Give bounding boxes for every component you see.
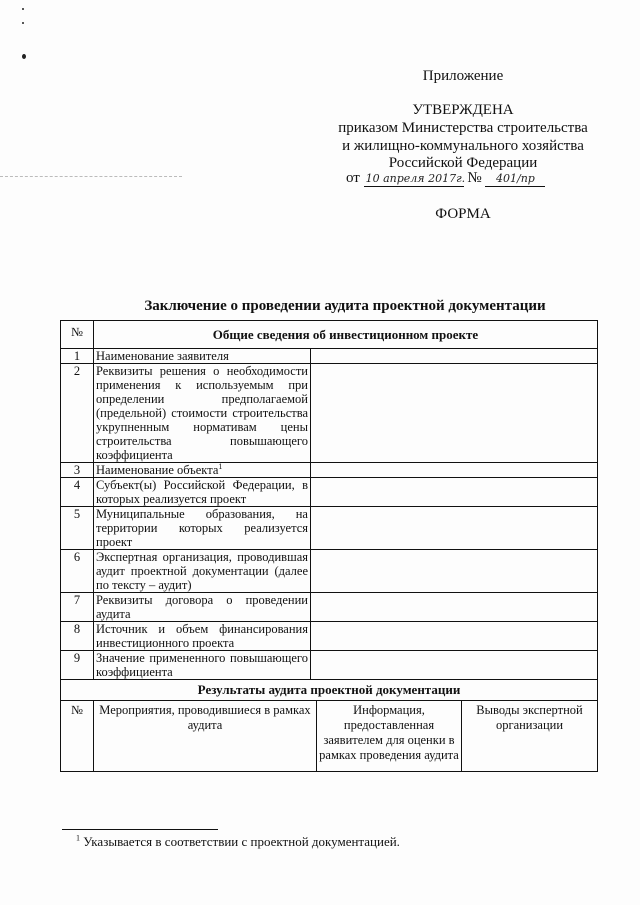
date-prefix: от — [346, 170, 360, 186]
table-row — [61, 651, 598, 680]
row-label: Экспертная организация, проводившая аудит проектной документации (далее по тексту – аудит) — [94, 550, 311, 593]
footnote-separator — [62, 829, 218, 830]
results-conclusions-header: Выводы экспертной организации — [476, 703, 583, 732]
row-value-cell[interactable] — [311, 507, 598, 550]
scan-speck — [22, 22, 24, 24]
form-label: ФОРМА — [435, 206, 491, 222]
row-label: Реквизиты договора о проведении аудита — [94, 593, 311, 622]
row-label: Субъект(ы) Российской Федерации, в которых реализуется проект — [94, 478, 311, 507]
table-row — [61, 364, 598, 463]
section1-title: Общие сведения об инвестиционном проекте — [94, 321, 598, 349]
row-label: Источник и объем финансирования инвестиционного проекта — [94, 622, 311, 651]
number-prefix: № — [467, 170, 482, 186]
approved-label: УТВЕРЖДЕНА — [412, 102, 514, 118]
row-number: 1 — [61, 349, 94, 364]
footnote — [76, 834, 400, 850]
row-label: Реквизиты решения о необходимости применения к используемым при определении предполагаемой (предельной) стоимости строительства укрупненным нормативам цены строительства повышающего коэффициента — [94, 364, 311, 463]
row-value-cell[interactable] — [311, 593, 598, 622]
footnote-mark: 1 — [76, 833, 80, 843]
row-number: 3 — [61, 463, 94, 478]
row-value-cell[interactable] — [311, 622, 598, 651]
results-container — [61, 701, 598, 772]
results-num-header: № — [61, 701, 94, 771]
table-row — [61, 507, 598, 550]
row-number: 2 — [61, 364, 94, 463]
table-row — [61, 349, 598, 364]
document-title: Заключение о проведении аудита проектной документации — [144, 298, 546, 314]
row-label-cell — [94, 463, 311, 478]
footnote-text: Указывается в соответствии с проектной документацией. — [83, 834, 400, 849]
section2-header-row — [61, 680, 598, 701]
handwritten-number: 401/пр — [485, 172, 545, 187]
row-value-cell[interactable] — [311, 478, 598, 507]
results-table — [61, 701, 598, 772]
row-number: 9 — [61, 651, 94, 680]
row-label: Муниципальные образования, на территории которых реализуется проект — [94, 507, 311, 550]
row-value-cell[interactable] — [311, 651, 598, 680]
row-number: 4 — [61, 478, 94, 507]
handwritten-date: 10 апреля 2017г. — [365, 172, 466, 185]
results-info-header: Информация, предоставленная заявителем для оценки в рамках проведения аудита — [317, 701, 462, 771]
approval-line-1: приказом Министерства строительства — [338, 120, 588, 136]
row-value-cell[interactable] — [311, 364, 598, 463]
row-value-cell[interactable] — [311, 349, 598, 364]
table-row — [61, 478, 598, 507]
scan-dash-line — [0, 176, 182, 177]
row-number: 8 — [61, 622, 94, 651]
row-label: Наименование заявителя — [94, 349, 311, 364]
scan-speck — [22, 8, 24, 10]
order-details — [346, 170, 545, 187]
row-label: Значение примененного повышающего коэффициента — [94, 651, 311, 680]
row-number: 5 — [61, 507, 94, 550]
table-row — [61, 593, 598, 622]
table-row — [61, 622, 598, 651]
audit-form-table — [60, 320, 598, 772]
row-value-cell[interactable] — [311, 550, 598, 593]
row-value-cell[interactable] — [311, 463, 598, 478]
footnote-ref: 1 — [218, 461, 223, 471]
row-number: 6 — [61, 550, 94, 593]
results-activities-header: Мероприятия, проводившиеся в рамках аудита — [94, 701, 317, 771]
table-row — [61, 550, 598, 593]
section2-title: Результаты аудита проектной документации — [61, 680, 598, 701]
section1-header-row — [61, 321, 598, 349]
row-number: 7 — [61, 593, 94, 622]
num-column-header: № — [61, 321, 94, 349]
table-row — [61, 463, 598, 478]
row-label: Наименование объекта — [96, 463, 219, 477]
appendix-label: Приложение — [422, 68, 504, 84]
approval-line-3: Российской Федерации — [388, 155, 538, 171]
approval-line-2: и жилищно-коммунального хозяйства — [342, 138, 584, 154]
scan-speck — [22, 54, 26, 59]
results-columns — [61, 701, 597, 771]
